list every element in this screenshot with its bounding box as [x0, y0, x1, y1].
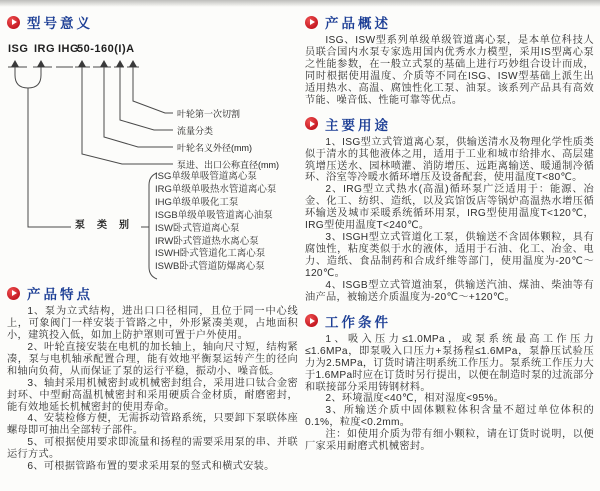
section-header-model: [7, 14, 298, 30]
use-item: 4、ISGB型立式管道油泵，供输送汽油、煤油、柴油等有油产品，被输送介质温度为-20℃～+120℃。: [305, 279, 594, 303]
pump-type-list: [155, 171, 276, 274]
section-header-overview: [305, 14, 594, 30]
play-icon: [305, 16, 318, 29]
right-column: [305, 10, 594, 453]
use-item: 2、IRG型立式热水(高温)循环泵广泛适用于：能源、冶金、化工、纺织、造纸，以及宾馆饭店等锅炉高温热水增压循环输送及城市采暖系统循环用泵，IRG型使用温度T<120℃，IRG型使用温度T<240℃。: [305, 184, 594, 232]
diagram-label-flow-class: 流量分类: [177, 126, 214, 136]
section-title: 产品特点: [27, 287, 93, 302]
diagram-label-impeller-diameter: 叶轮名义外径(mm): [177, 143, 252, 153]
diagram-label-impeller-cut: 叶轮第一次切割: [177, 109, 241, 119]
feature-item: 4、安装检修方便，无需拆动管路系统，只要卸下泵联体座螺母即可抽出全部转子部件。: [7, 413, 298, 437]
section-title: 产品概述: [325, 16, 391, 31]
section-title: 工作条件: [325, 314, 391, 330]
model-designation-diagram: [7, 35, 298, 283]
diagram-label-port-diameter: 泵进、出口公称直径(mm): [177, 160, 279, 170]
section-header-features: [7, 285, 298, 301]
condition-item: 1、吸入压力≤1.0MPa，或泵系统最高工作压力≤1.6MPa，即泵吸入口压力+泵扬程≤1.6MPa，泵静压试验压力为2.5MPa，订货时请注明系统工作压力。泵系统工作压力大于1.6MPa时应在订货时另行提出，以便在制造时泵的过流部分和联接部分采用铸钢材料。: [305, 333, 594, 393]
section-header-uses: [305, 116, 594, 132]
pump-type-item: ISWH卧式管道化工离心泵: [155, 248, 266, 260]
diagram-label-pump-category: 泵类别: [75, 220, 141, 231]
section-title: 型号意义: [27, 16, 93, 31]
scan-edge: [0, 0, 600, 7]
feature-item: 3、轴封采用机械密封或机械密封组合，采用进口钛合金密封环、中型耐高温机械密封和采用硬质合金材质，耐磨密封，能有效地延长机械密封的使用寿命。: [7, 377, 298, 413]
feature-item: 1、泵为立式结构，进出口口径相同，且位于同一中心线上，可象阀门一样安装于管路之中，外形紧凑美观，占地面积小，建筑投入低，如加上防护罩则可置于户外使用。: [7, 306, 298, 341]
feature-item: 6、可根据管路布置的要求采用泵的竖式和横式安装。: [27, 461, 275, 473]
note-text: 注：如使用介质为带有细小颗粒，请在订货时说明，以便厂家采用耐磨式机械密封。: [305, 429, 594, 453]
play-icon: [305, 314, 318, 327]
feature-item: 5、可根据使用要求即流量和扬程的需要采用泵的串、并联运行方式。: [7, 437, 298, 461]
section-header-conditions: [305, 313, 594, 329]
pump-type-item: ISG单级单吸管道离心泵: [155, 171, 257, 182]
feature-item: 2、叶轮直接安装在电机的加长轴上，轴向尺寸短，结构紧凑，泵与电机轴承配置合理，能有效地平衡泵运转产生的径向和轴向负荷，从而保证了泵的运行平稳，振动小、噪音低。: [7, 341, 298, 377]
section-title: 主要用途: [325, 117, 391, 133]
use-item: 1、ISG型立式管道离心泵，供输送清水及物理化学性质类似于清水的其他液体之用，适用于工业和城市给排水、高层建筑增压送水、园林喷灌、消防增压、远距离输送、暖通制冷循环、浴室等冷暖水循环增压及设备配套，使用温度T<80℃。: [305, 136, 594, 184]
play-icon: [305, 117, 318, 130]
model-token-irg: IRG: [34, 43, 56, 55]
model-token-isg: ISG: [8, 43, 29, 55]
play-icon: [7, 16, 20, 29]
pump-type-item: IRG单级单吸热水管道离心泵: [155, 183, 277, 195]
condition-item: 3、所输送介质中固体颗粒体积含量不超过单位体积的0.1%，粒度<0.2mm。: [305, 405, 594, 429]
pump-type-item: IRW卧式管道热水离心泵: [155, 235, 259, 247]
use-item: 3、ISGH型立式管道化工泵，供输送不含固体颗粒，具有腐蚀性，粘度类似于水的液体，适用于石油、化工、冶金、电力、造纸、食品制药和合成纤维等部门，使用温度为-20℃～120℃。: [305, 232, 594, 279]
pump-type-item: ISW卧式管道离心泵: [155, 222, 240, 234]
overview-text: ISG、ISW型系列单级单级管道离心泵，是本单位科技人员联合国内水泵专家选用国内优秀水力模型，采用IS型离心泵之性能参数，在一般立式泵的基础上进行巧妙组合设计而成，同时根据使用温度、介质等不同在ISG、ISW型基础上派生出适用热水、高温、腐蚀性化工泵、油泵。该系列产品具有高效节能、噪音低、性能可靠等优点。: [305, 35, 594, 106]
pump-type-item: ISGB单级单吸管道离心油泵: [155, 209, 273, 221]
model-token-ihg: IHG: [58, 43, 80, 55]
model-token-size: 50-160(I)A: [77, 43, 135, 55]
pump-type-item: ISWB卧式管道防爆离心泵: [155, 261, 265, 273]
pump-type-item: IHG单级单吸化工泵: [155, 196, 239, 208]
left-column: [7, 10, 298, 473]
condition-item: 2、环境温度<40℃，相对湿度<95%。: [325, 393, 505, 405]
play-icon: [7, 287, 20, 300]
